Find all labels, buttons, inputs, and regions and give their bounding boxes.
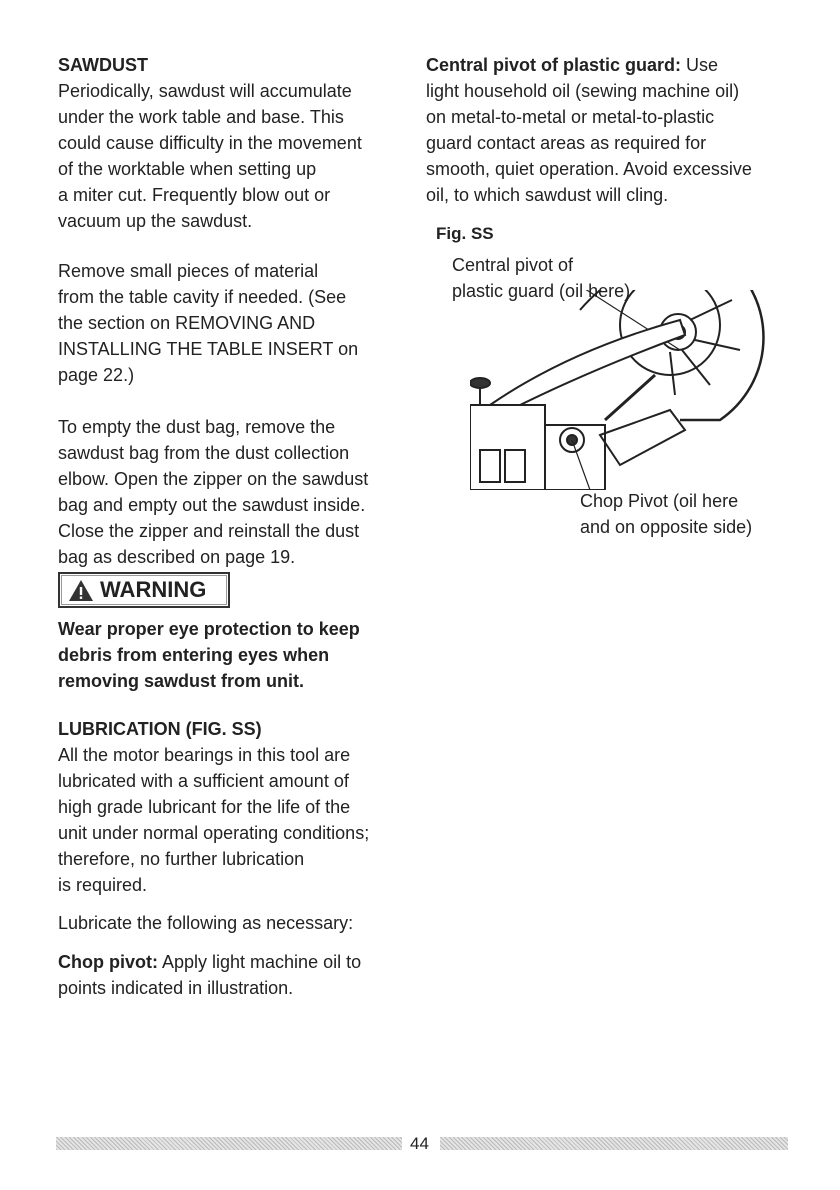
text-line: a miter cut. Frequently blow out or (58, 185, 331, 205)
remove-pieces-paragraph (58, 258, 358, 388)
text-line: removing sawdust from unit. (58, 671, 305, 691)
text-line: is required. (58, 875, 148, 895)
page-number: 44 (410, 1134, 429, 1153)
warning-badge (58, 572, 230, 608)
empty-dust-bag-paragraph (58, 414, 368, 570)
text-line: Lubricate the following as necessary: (58, 913, 354, 933)
lubrication-section (58, 716, 369, 898)
text-line: LUBRICATION (FIG. SS) (58, 719, 262, 739)
text-line: Wear proper eye protection to keep (58, 619, 360, 639)
text-line: on metal-to-metal or metal-to-plastic (426, 107, 715, 127)
sawdust-section (58, 52, 362, 234)
text-line: high grade lubricant for the life of the (58, 797, 351, 817)
footer-bar-right (440, 1137, 788, 1150)
page-footer (56, 1134, 788, 1152)
text-line: bag as described on page 19. (58, 547, 296, 567)
text-line: Periodically, sawdust will accumulate (58, 81, 352, 101)
text-line: debris from entering eyes when (58, 645, 330, 665)
warning-label: WARNING (100, 577, 207, 602)
text-line: Close the zipper and reinstall the dust (58, 521, 360, 541)
text-line (426, 52, 752, 78)
text-line: light household oil (sewing machine oil) (426, 81, 740, 101)
inline-label: Central pivot of plastic guard: (426, 55, 682, 75)
text-line: SAWDUST (58, 55, 148, 75)
text-line: smooth, quiet operation. Avoid excessive (426, 159, 752, 179)
text-line: vacuum up the sawdust. (58, 211, 253, 231)
inline-label: Chop pivot: (58, 952, 158, 972)
text-line: To empty the dust bag, remove the (58, 417, 336, 437)
text-line: bag and empty out the sawdust inside. (58, 495, 366, 515)
text-line: elbow. Open the zipper on the sawdust (58, 469, 369, 489)
line-text: Use (681, 55, 719, 75)
lubricate-paragraph (58, 910, 353, 936)
text-line: therefore, no further lubrication (58, 849, 305, 869)
chop-pivot-paragraph (58, 949, 361, 1001)
text-line: Central pivot of (452, 255, 574, 275)
text-line: Chop Pivot (oil here (580, 491, 739, 511)
warning-text (58, 616, 360, 694)
text-line: of the worktable when setting up (58, 159, 317, 179)
text-line: guard contact areas as required for (426, 133, 707, 153)
warning-triangle-icon (68, 579, 94, 602)
text-line: sawdust bag from the dust collection (58, 443, 350, 463)
central-pivot-paragraph (426, 52, 752, 208)
miter-saw-illustration (470, 290, 790, 490)
text-line: and on opposite side) (580, 517, 753, 537)
text-line: Remove small pieces of material (58, 261, 319, 281)
text-line: unit under normal operating conditions; (58, 823, 370, 843)
footer-bar-left (56, 1137, 402, 1150)
text-line: oil, to which sawdust will cling. (426, 185, 669, 205)
text-line: points indicated in illustration. (58, 978, 294, 998)
text-line: All the motor bearings in this tool are (58, 745, 351, 765)
text-line: plastic guard (oil here) (452, 281, 631, 301)
text-line: from the table cavity if needed. (See (58, 287, 347, 307)
text-line: the section on REMOVING AND (58, 313, 316, 333)
figure-title: Fig. SS (436, 224, 494, 243)
line-text: Apply light machine oil to (157, 952, 362, 972)
text-line: page 22.) (58, 365, 135, 385)
text-line: could cause difficulty in the movement (58, 133, 362, 153)
text-line: INSTALLING THE TABLE INSERT on (58, 339, 359, 359)
text-line (58, 949, 361, 975)
text-line: under the work table and base. This (58, 107, 344, 127)
figure-callout-chop-pivot (580, 488, 752, 540)
text-line: lubricated with a sufficient amount of (58, 771, 349, 791)
